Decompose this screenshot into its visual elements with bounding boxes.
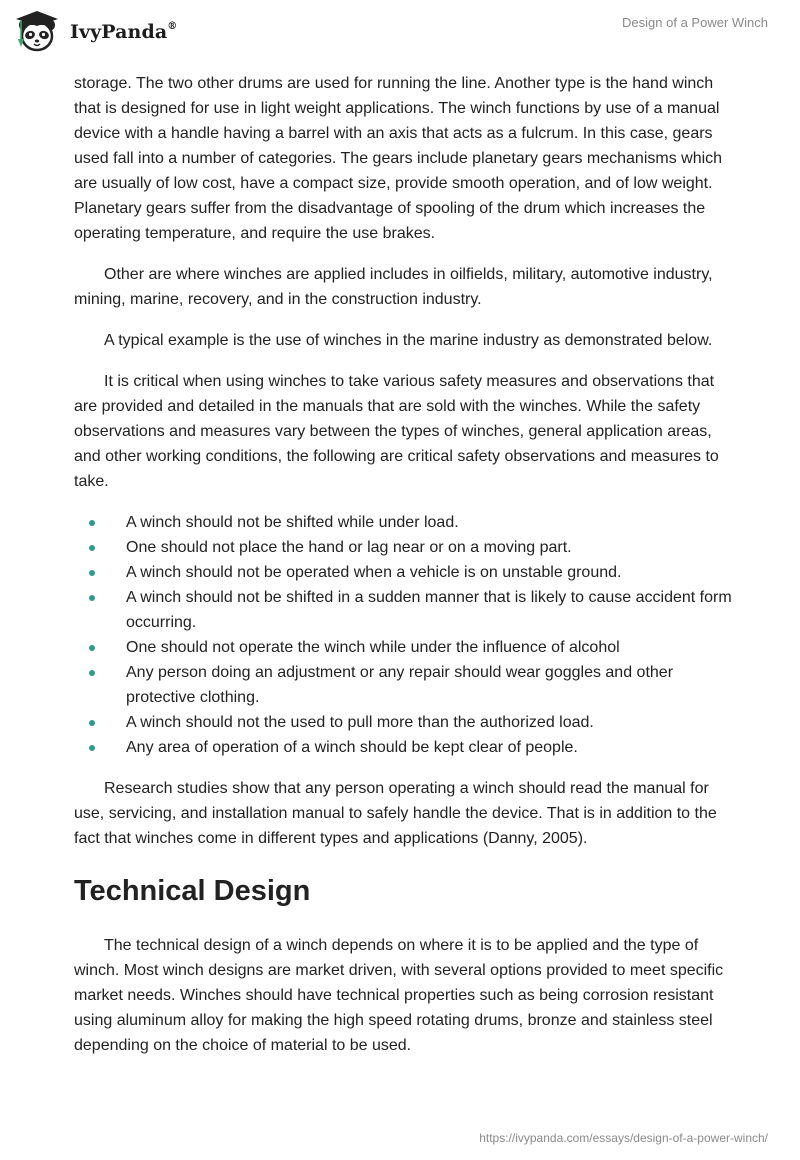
list-item-text: A winch should not be shifted while under load. [126,514,459,531]
list-item-text: Any area of operation of a winch should be kept clear of people. [126,739,578,756]
list-item-text: One should not operate the winch while under the influence of alcohol [126,639,620,656]
registered-mark: ® [167,20,178,32]
paragraph: The technical design of a winch depends on where it is to be applied and the type of winch. Most winch designs are market driven, with several options provided to meet specific market needs. Winches should have technical properties such as being corrosion resistant using aluminum alloy for making the high speed rotating drums, bronze and stainless steel depending on the choice of material to be used. [74,937,724,1054]
paragraph: It is critical when using winches to take various safety measures and observations that are provided and detailed in the manuals that are sold with the winches. While the safety observations and measures vary between the types of winches, general application areas, and other working conditions, the following are critical safety observations and measures to take. [74,373,719,490]
list-item [74,635,734,660]
bullet-dot-icon [89,745,95,751]
list-item-text: A winch should not the used to pull more than the authorized load. [126,714,594,731]
bullet-dot-icon [89,595,95,601]
list-item [74,735,734,760]
list-item [74,535,734,560]
list-item [74,710,734,735]
bullet-dot-icon [89,545,95,551]
panda-graduate-icon [14,9,64,55]
list-item-text: A winch should not be operated when a vehicle is on unstable ground. [126,564,622,581]
list-item [74,585,734,635]
list-item-text: Any person doing an adjustment or any repair should wear goggles and other protective clothing. [126,664,674,706]
list-item-text: One should not place the hand or lag near or on a moving part. [126,539,572,556]
essay-content [74,70,734,1074]
logo-wordmark [70,21,177,43]
paragraph: Other are where winches are applied includes in oilfields, military, automotive industry, mining, marine, recovery, and in the construction industry. [74,266,713,308]
ivypanda-logo[interactable] [14,9,177,55]
paragraph: Research studies show that any person operating a winch should read the manual for use, servicing, and installation manual to safely handle the device. That is in addition to the fact that winches come in different types and applications (Danny, 2005). [74,780,717,847]
bullet-dot-icon [89,645,95,651]
section-heading: Technical Design [74,875,311,907]
logo-text: IvyPanda [70,21,168,43]
safety-measures-list [74,510,734,760]
list-item [74,510,734,535]
page-header [0,0,800,66]
paragraph: A typical example is the use of winches in the marine industry as demonstrated below. [104,332,713,349]
list-item [74,660,734,710]
document-title: Design of a Power Winch [622,15,768,30]
paragraph: storage. The two other drums are used for running the line. Another type is the hand winch that is designed for use in light weight applications. The winch functions by use of a manual device with a handle having a barrel with an axis that acts as a fulcrum. In this case, gears used fall into a number of categories. The gears include planetary gears mechanisms which are usually of low cost, have a compact size, provide smooth operation, and of low weight. Planetary gears suffer from the disadvantage of spooling of the drum which increases the operating temperature, and require the use brakes. [74,75,723,242]
list-item-text: A winch should not be shifted in a sudden manner that is likely to cause accident form occurring. [126,589,732,631]
source-url[interactable]: https://ivypanda.com/essays/design-of-a-power-winch/ [479,1131,768,1145]
bullet-dot-icon [89,520,95,526]
bullet-dot-icon [89,570,95,576]
bullet-dot-icon [89,720,95,726]
bullet-dot-icon [89,670,95,676]
list-item [74,560,734,585]
